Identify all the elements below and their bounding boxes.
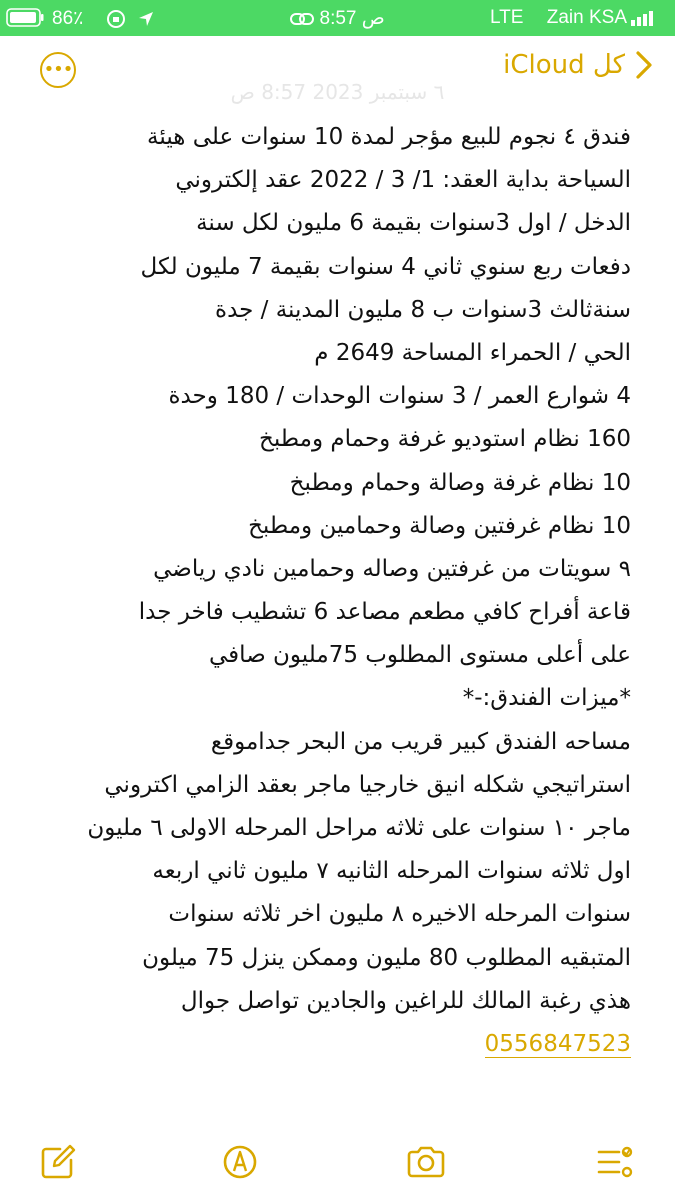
- note-line: اول ثلاثه سنوات المرحله الثانيه ٧ مليون ثاني اربعه: [152, 858, 631, 885]
- chevron-right-icon: [635, 50, 653, 80]
- note-line: ٩ سويتات من غرفتين وصاله وحمامين نادي رياضي: [153, 555, 631, 582]
- note-date: ٦ سبتمبر 2023 8:57 ص: [230, 80, 445, 104]
- note-line: ماجر ١٠ سنوات على ثلاثه مراحل المرحله الاولى ٦ مليون: [87, 815, 631, 841]
- note-line: *ميزات الفندق:-*: [462, 685, 631, 712]
- compose-icon[interactable]: [40, 1144, 76, 1180]
- camera-icon[interactable]: [405, 1144, 447, 1180]
- battery-percentage: 86٪: [52, 8, 84, 29]
- back-button[interactable]: [503, 50, 653, 80]
- back-label: كل iCloud: [503, 50, 625, 80]
- note-line: 4 شوارع العمر / 3 سنوات الوحدات / 180 وحدة: [168, 383, 631, 410]
- note-line: 10 نظام غرفة وصالة وحمام ومطبخ: [289, 469, 631, 496]
- link-icon: [290, 12, 314, 26]
- note-line: الحي / الحمراء المساحة 2649 م: [314, 339, 631, 366]
- note-line: دفعات ربع سنوي ثاني 4 سنوات بقيمة 7 مليون لكل: [140, 253, 631, 280]
- network-type: LTE: [490, 7, 524, 28]
- markup-icon[interactable]: [222, 1144, 258, 1180]
- note-line: سنوات المرحله الاخيره ٨ مليون اخر ثلاثه سنوات: [168, 901, 631, 928]
- carrier-name: Zain KSA: [546, 7, 627, 28]
- bottom-toolbar: [0, 1130, 675, 1200]
- status-time: 8:57 ص: [0, 7, 675, 30]
- note-line: 10 نظام غرفتين وصالة وحمامين ومطبخ: [248, 512, 631, 539]
- note-line: على أعلى مستوى المطلوب 75مليون صافي: [209, 642, 631, 669]
- phone-link[interactable]: 0556847523: [484, 1030, 631, 1057]
- note-line: مساحه الفندق كبير قريب من البحر جداموقع: [210, 728, 631, 755]
- note-line: 160 نظام استوديو غرفة وحمام ومطبخ: [259, 426, 631, 453]
- note-line: المتبقيه المطلوب 80 مليون وممكن ينزل 75 ميلون: [142, 944, 631, 971]
- note-line: هذي رغبة المالك للراغين والجادين تواصل جوال: [180, 987, 631, 1014]
- phone-line: [31, 1023, 631, 1066]
- note-line: استراتيجي شكله انيق خارجيا ماجر بعقد الزامي اكتروني: [104, 771, 631, 798]
- carrier-info: [490, 7, 627, 29]
- signal-icon: [631, 10, 655, 26]
- note-line: فندق ٤ نجوم للبيع مؤجر لمدة 10 سنوات على هيئة: [147, 124, 631, 150]
- note-line: الدخل / اول 3سنوات بقيمة 6 مليون لكل سنة: [196, 210, 631, 237]
- note-line: سنةثالث 3سنوات ب 8 مليون المدينة / جدة: [215, 296, 631, 323]
- checklist-icon[interactable]: [597, 1144, 633, 1180]
- ellipsis-icon: •••: [43, 59, 73, 80]
- status-bar: [0, 0, 675, 36]
- note-line: قاعة أفراح كافي مطعم مصاعد 6 تشطيب فاخر جدا: [138, 599, 631, 626]
- note-line: السياحة بداية العقد: 1/ 3 / 2022 عقد إلكتروني: [175, 167, 631, 194]
- note-body[interactable]: [31, 116, 631, 1066]
